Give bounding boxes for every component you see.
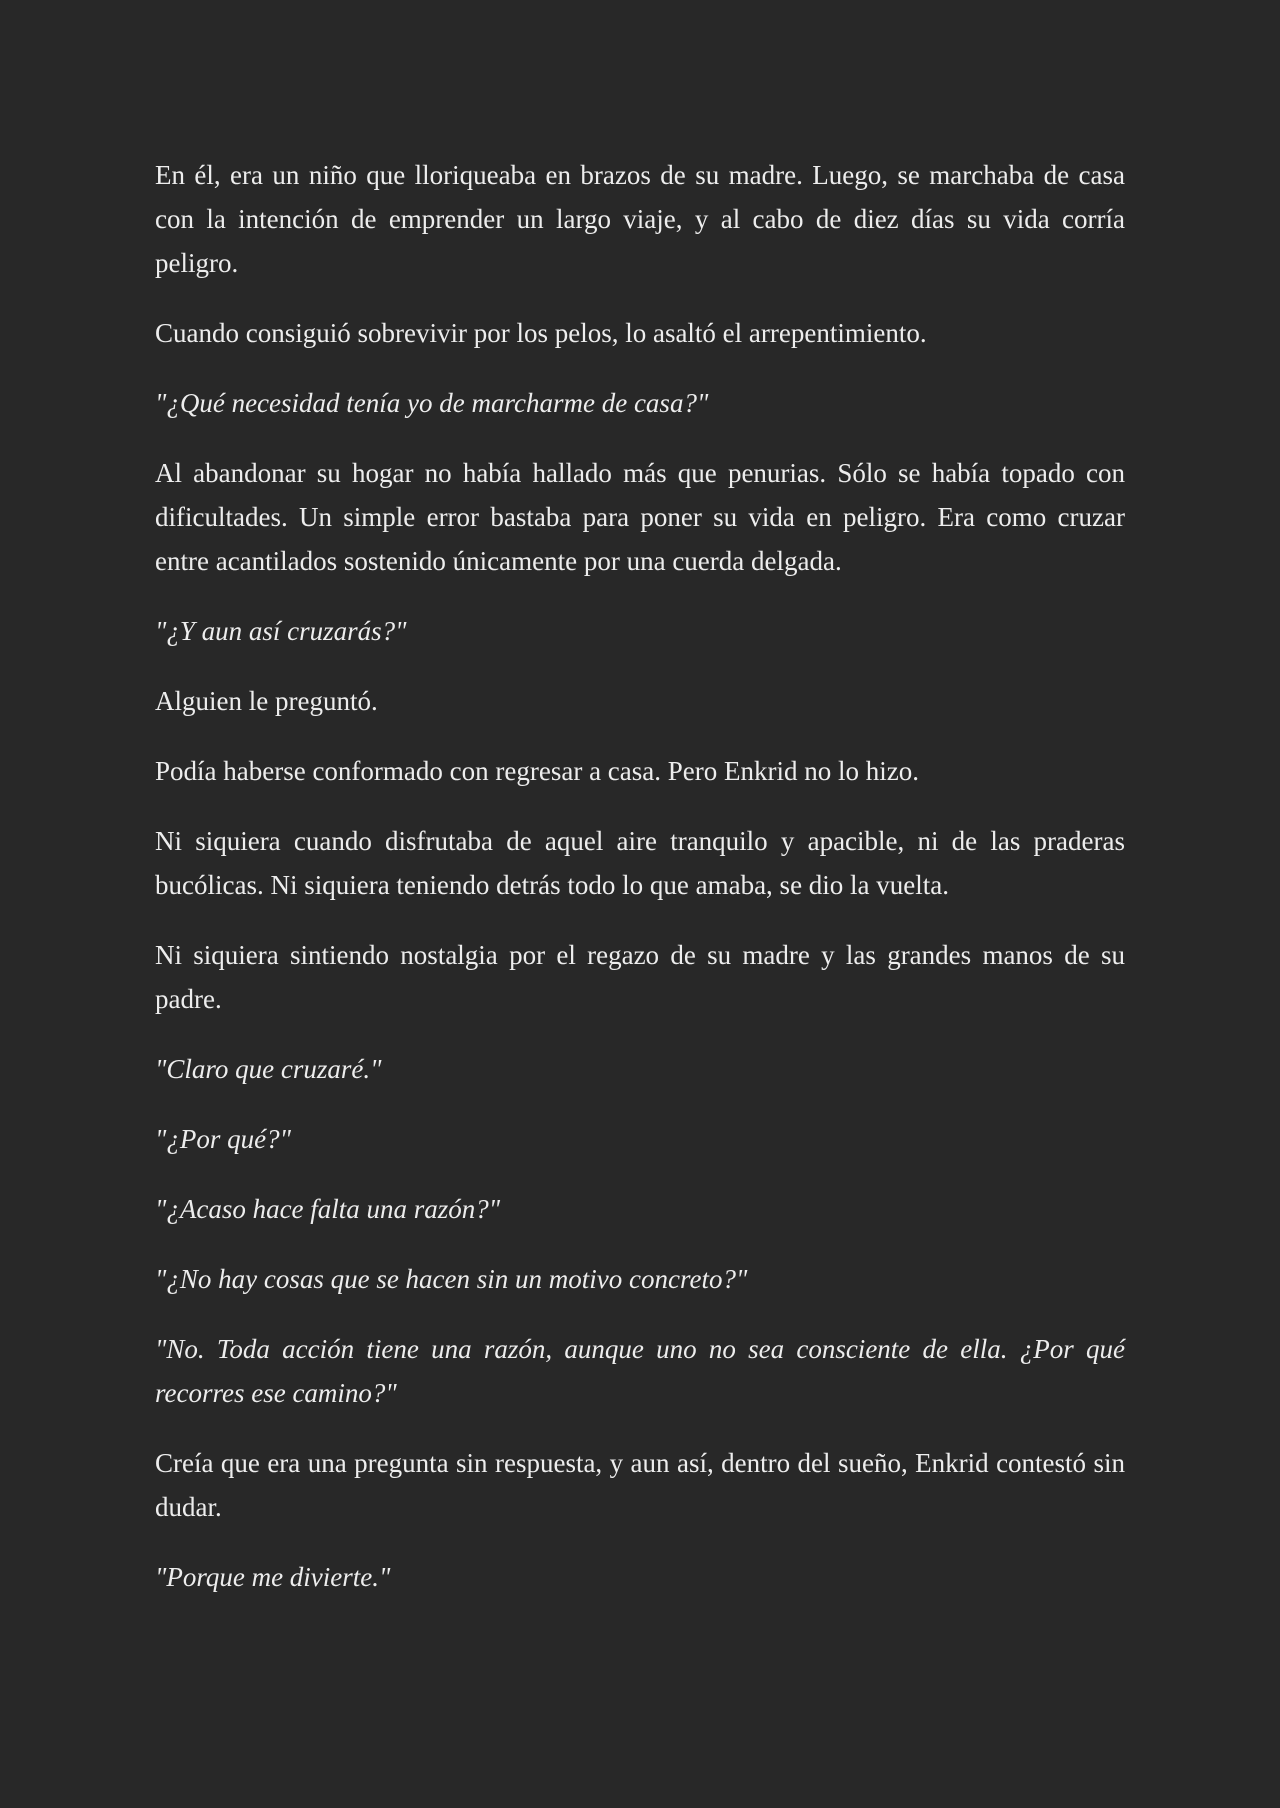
dialogue-line: "¿Y aun así cruzarás?" bbox=[155, 616, 407, 646]
paragraph: Creía que era una pregunta sin respuesta, y aun así, dentro del sueño, Enkrid contestó sin dudar. bbox=[155, 1448, 1125, 1522]
dialogue-line: "Porque me divierte." bbox=[155, 1562, 391, 1592]
paragraph: En él, era un niño que lloriqueaba en brazos de su madre. Luego, se marchaba de casa con la intención de emprender un largo viaje, y al cabo de diez días su vida corría peligro. bbox=[155, 160, 1125, 278]
dialogue-line: "¿Acaso hace falta una razón?" bbox=[155, 1194, 501, 1224]
paragraph: Alguien le preguntó. bbox=[155, 686, 378, 716]
paragraph: Ni siquiera cuando disfrutaba de aquel aire tranquilo y apacible, ni de las praderas bucólicas. Ni siquiera teniendo detrás todo lo que amaba, se dio la vuelta. bbox=[155, 826, 1125, 900]
dialogue-line: "No. Toda acción tiene una razón, aunque uno no sea consciente de ella. ¿Por qué recorres ese camino?" bbox=[155, 1334, 1125, 1408]
dialogue-line: "¿Por qué?" bbox=[155, 1124, 291, 1154]
paragraph: Cuando consiguió sobrevivir por los pelos, lo asaltó el arrepentimiento. bbox=[155, 318, 927, 348]
paragraph: Podía haberse conformado con regresar a casa. Pero Enkrid no lo hizo. bbox=[155, 756, 919, 786]
paragraph: Al abandonar su hogar no había hallado más que penurias. Sólo se había topado con dificultades. Un simple error bastaba para poner su vida en peligro. Era como cruzar entre acantilados sostenido únicamente por una cuerda delgada. bbox=[155, 458, 1125, 576]
dialogue-line: "¿Qué necesidad tenía yo de marcharme de casa?" bbox=[155, 388, 709, 418]
dialogue-line: "¿No hay cosas que se hacen sin un motivo concreto?" bbox=[155, 1264, 748, 1294]
dialogue-line: "Claro que cruzaré." bbox=[155, 1054, 382, 1084]
document-text bbox=[155, 153, 1125, 1599]
paragraph: Ni siquiera sintiendo nostalgia por el regazo de su madre y las grandes manos de su padre. bbox=[155, 940, 1125, 1014]
